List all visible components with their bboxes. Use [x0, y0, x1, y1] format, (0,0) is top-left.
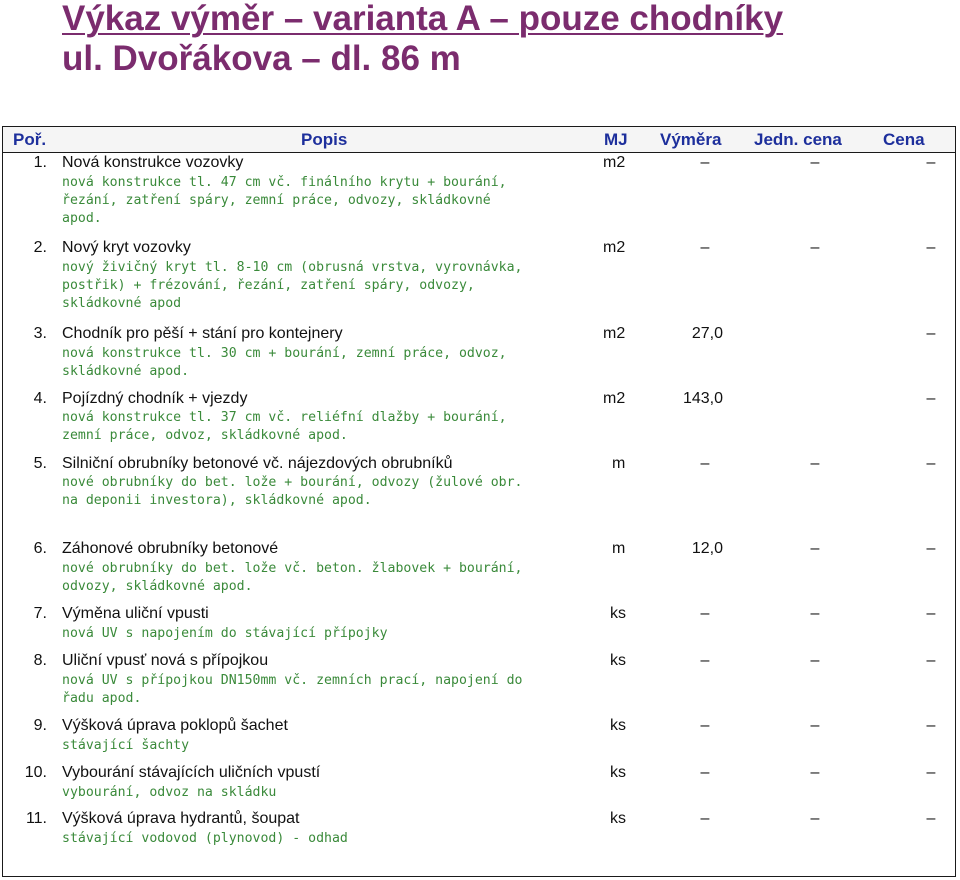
- item-name: Pojízdný chodník + vjezdy: [62, 390, 248, 407]
- header-unit: MJ: [604, 130, 628, 149]
- item-description: stávající vodovod (plynovod) - odhad: [62, 831, 348, 846]
- item-total: –: [926, 540, 936, 557]
- item-description: nová konstrukce tl. 37 cm vč. reliéfní dlažby + bourání, zemní práce, odvoz, skládkovné apod.: [62, 410, 507, 443]
- item-number: 1.: [33, 154, 47, 171]
- item-total: –: [926, 325, 936, 342]
- item-total: –: [926, 455, 936, 472]
- item-unit: m2: [603, 154, 626, 171]
- header-unit-price: Jedn. cena: [754, 130, 842, 149]
- table-header: [3, 127, 955, 153]
- item-unit: ks: [610, 810, 626, 827]
- item-quantity: 12,0: [691, 540, 723, 557]
- item-number: 9.: [33, 717, 47, 734]
- table-row: [3, 237, 955, 322]
- item-total: –: [926, 717, 936, 734]
- item-quantity: –: [700, 455, 710, 472]
- table-row: [3, 650, 955, 716]
- item-name: Výměna uliční vpusti: [62, 605, 209, 622]
- item-unit-price: –: [810, 652, 820, 669]
- item-unit: ks: [610, 652, 626, 669]
- item-number: 4.: [33, 390, 47, 407]
- item-quantity: –: [700, 810, 710, 827]
- item-quantity: –: [700, 154, 710, 171]
- item-description: nová konstrukce tl. 30 cm + bourání, zemní práce, odvoz, skládkovné apod.: [62, 346, 507, 379]
- table-row: [3, 762, 955, 809]
- item-quantity: 27,0: [691, 325, 723, 342]
- item-total: –: [926, 390, 936, 407]
- item-unit: m2: [603, 239, 626, 256]
- table-row: [3, 152, 955, 237]
- table-row: [3, 322, 955, 388]
- item-quantity: –: [700, 239, 710, 256]
- item-description: nová konstrukce tl. 47 cm vč. finálního krytu + bourání, řezání, zatření spáry, zemní práce, odvozy, skládkovné apod.: [62, 175, 507, 226]
- table-row: [3, 715, 955, 762]
- document-subtitle: ul. Dvořákova – dl. 86 m: [62, 39, 461, 78]
- item-number: 5.: [33, 455, 47, 472]
- item-total: –: [926, 764, 936, 781]
- item-unit: m: [612, 455, 626, 472]
- item-total: –: [926, 652, 936, 669]
- item-number: 11.: [25, 810, 47, 827]
- item-unit-price: –: [810, 154, 820, 171]
- bill-of-quantities-table: [2, 126, 956, 877]
- item-total: –: [926, 239, 936, 256]
- item-unit: m2: [603, 390, 626, 407]
- item-name: Vybourání stávajících uličních vpustí: [62, 764, 321, 781]
- item-total: –: [926, 810, 936, 827]
- item-quantity: –: [700, 605, 710, 622]
- item-total: –: [926, 154, 936, 171]
- table-row: [3, 453, 955, 538]
- header-num: Poř.: [13, 130, 47, 149]
- item-name: Nový kryt vozovky: [62, 239, 191, 256]
- header-quantity: Výměra: [660, 130, 722, 149]
- item-unit-price: –: [810, 239, 820, 256]
- item-number: 2.: [33, 239, 47, 256]
- item-name: Chodník pro pěší + stání pro kontejnery: [62, 325, 343, 342]
- item-unit: m2: [603, 325, 626, 342]
- item-name: Výšková úprava poklopů šachet: [62, 717, 288, 734]
- item-quantity: –: [700, 652, 710, 669]
- item-unit: ks: [610, 605, 626, 622]
- item-number: 3.: [33, 325, 47, 342]
- item-description: stávající šachty: [62, 738, 190, 753]
- item-unit-price: –: [810, 764, 820, 781]
- item-description: nový živičný kryt tl. 8-10 cm (obrusná vrstva, vyrovnávka, postřik) + frézování, řezání, zatření spáry, odvozy, skládkovné apod: [62, 260, 523, 311]
- table-row: [3, 538, 955, 604]
- table-row: [3, 808, 955, 855]
- item-number: 6.: [33, 540, 47, 557]
- item-description: vybourání, odvoz na skládku: [62, 785, 277, 800]
- item-unit-price: –: [810, 605, 820, 622]
- header-total: Cena: [883, 130, 925, 149]
- item-unit: ks: [610, 717, 626, 734]
- item-description: nová UV s přípojkou DN150mm vč. zemních prací, napojení do řadu apod.: [62, 673, 523, 706]
- item-name: Nová konstrukce vozovky: [62, 154, 244, 171]
- item-unit-price: –: [810, 455, 820, 472]
- document-title: Výkaz výměr – varianta A – pouze chodníky: [62, 0, 784, 38]
- item-number: 7.: [33, 605, 47, 622]
- item-number: 10.: [24, 764, 47, 781]
- header-description: Popis: [301, 130, 348, 149]
- item-quantity: –: [700, 764, 710, 781]
- item-total: –: [926, 605, 936, 622]
- item-description: nové obrubníky do bet. lože + bourání, odvozy (žulové obr. na deponii investora), skládkovné apod.: [62, 475, 523, 508]
- item-name: Záhonové obrubníky betonové: [62, 540, 279, 557]
- item-unit: ks: [610, 764, 626, 781]
- item-name: Uliční vpusť nová s přípojkou: [62, 652, 269, 669]
- item-name: Silniční obrubníky betonové vč. nájezdových obrubníků: [62, 455, 453, 472]
- item-unit-price: –: [810, 717, 820, 734]
- table-row: [3, 603, 955, 650]
- item-name: Výšková úprava hydrantů, šoupat: [62, 810, 300, 827]
- item-unit: m: [612, 540, 626, 557]
- item-quantity: 143,0: [682, 390, 723, 407]
- table-row: [3, 388, 955, 454]
- item-unit-price: –: [810, 540, 820, 557]
- item-unit-price: –: [810, 810, 820, 827]
- item-description: nová UV s napojením do stávající přípojky: [62, 626, 388, 641]
- item-quantity: –: [700, 717, 710, 734]
- item-description: nové obrubníky do bet. lože vč. beton. žlabovek + bourání, odvozy, skládkovné apod.: [62, 561, 523, 594]
- item-number: 8.: [33, 652, 47, 669]
